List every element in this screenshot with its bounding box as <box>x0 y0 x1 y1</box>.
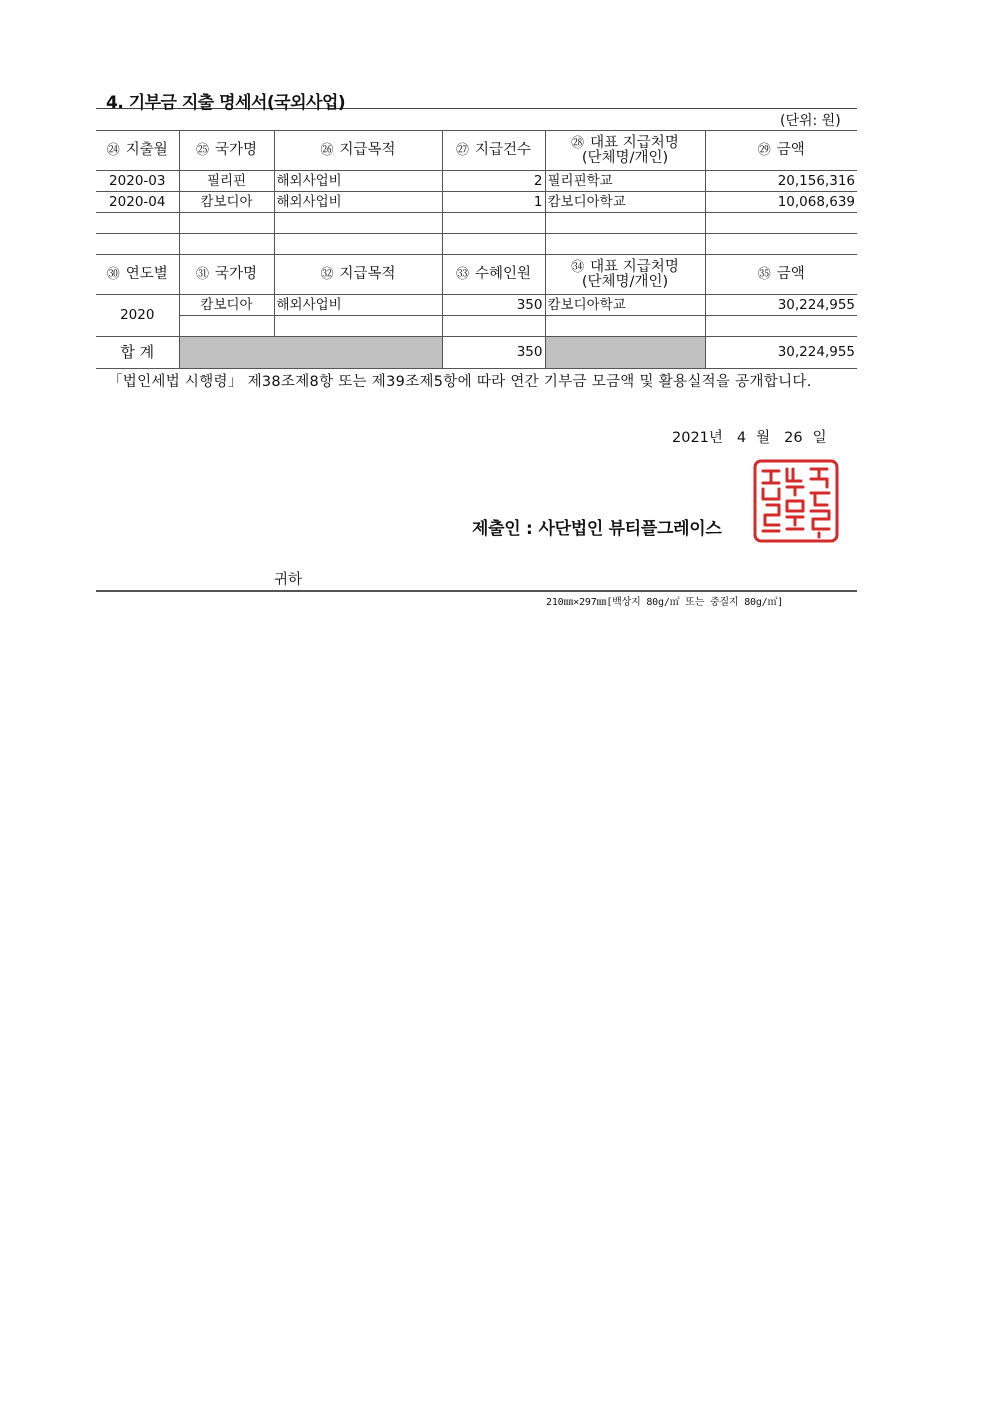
shaded-cell <box>179 337 442 369</box>
cell-recipient: 캄보디아학교 <box>545 192 705 213</box>
submission-date <box>672 426 841 447</box>
date-year: 2021년 <box>672 430 723 446</box>
header-purpose: ㉜ 지급목적 <box>274 255 442 295</box>
cell-country: 캄보디아 <box>179 295 274 316</box>
total-amount: 30,224,955 <box>705 337 857 369</box>
cell-country: 필리핀 <box>179 171 274 192</box>
table-row <box>96 171 857 192</box>
cell-amount: 30,224,955 <box>705 295 857 316</box>
date-day-unit: 일 <box>812 430 827 446</box>
header-purpose: ㉖ 지급목적 <box>274 131 442 171</box>
total-label: 합 계 <box>96 337 179 369</box>
submitter-label: 제출인 : <box>472 519 533 539</box>
header-beneficiaries: ㉝ 수혜인원 <box>442 255 545 295</box>
empty-row <box>96 316 857 337</box>
date-month-unit: 월 <box>756 430 771 446</box>
table2-header-row <box>96 255 857 295</box>
header-country: ㉕ 국가명 <box>179 131 274 171</box>
cell-year: 2020 <box>96 295 179 337</box>
submitter-name: 사단법인 뷰티플그레이스 <box>538 519 722 539</box>
section-title: 4. 기부금 지출 명세서(국외사업) <box>106 93 346 113</box>
header-month: ㉔ 지출월 <box>96 131 179 171</box>
cell-count: 1 <box>442 192 545 213</box>
cell-beneficiaries: 350 <box>442 295 545 316</box>
cell-recipient: 필리핀학교 <box>545 171 705 192</box>
header-country: ㉛ 국가명 <box>179 255 274 295</box>
cell-count: 2 <box>442 171 545 192</box>
header-amount: ㉙ 금액 <box>705 131 857 171</box>
table-row <box>96 295 857 316</box>
header-amount: ㉟ 금액 <box>705 255 857 295</box>
cell-country: 캄보디아 <box>179 192 274 213</box>
cell-purpose: 해외사업비 <box>274 171 442 192</box>
cell-amount: 10,068,639 <box>705 192 857 213</box>
cell-purpose: 해외사업비 <box>274 295 442 316</box>
paper-spec: 210㎜×297㎜[백상지 80g/㎡ 또는 중질지 80g/㎡] <box>546 597 784 608</box>
unit-label: (단위: 원) <box>780 113 841 129</box>
shaded-cell <box>545 337 705 369</box>
total-beneficiaries: 350 <box>442 337 545 369</box>
donation-expenditure-table <box>96 130 857 369</box>
header-year: ㉚ 연도별 <box>96 255 179 295</box>
date-month: 4 <box>736 430 747 446</box>
empty-row <box>96 213 857 234</box>
table1-header-row <box>96 131 857 171</box>
recipient-suffix: 귀하 <box>274 572 303 588</box>
legal-notice: 「법인세법 시행령」 제38조제8항 또는 제39조제5항에 따라 연간 기부금 모금액 및 활용실적을 공개합니다. <box>108 374 812 390</box>
table-row <box>96 192 857 213</box>
organization-seal-stamp <box>753 459 839 543</box>
submitter-line <box>472 514 727 539</box>
header-recipient: ㉞ 대표 지급처명 (단체명/개인) <box>545 255 705 295</box>
total-row <box>96 337 857 369</box>
footer-rule <box>96 590 857 592</box>
empty-row <box>96 234 857 255</box>
cell-recipient: 캄보디아학교 <box>545 295 705 316</box>
cell-purpose: 해외사업비 <box>274 192 442 213</box>
header-count: ㉗ 지급건수 <box>442 131 545 171</box>
header-recipient: ㉘ 대표 지급처명 (단체명/개인) <box>545 131 705 171</box>
cell-month: 2020-04 <box>96 192 179 213</box>
cell-amount: 20,156,316 <box>705 171 857 192</box>
date-day: 26 <box>784 430 803 446</box>
cell-month: 2020-03 <box>96 171 179 192</box>
